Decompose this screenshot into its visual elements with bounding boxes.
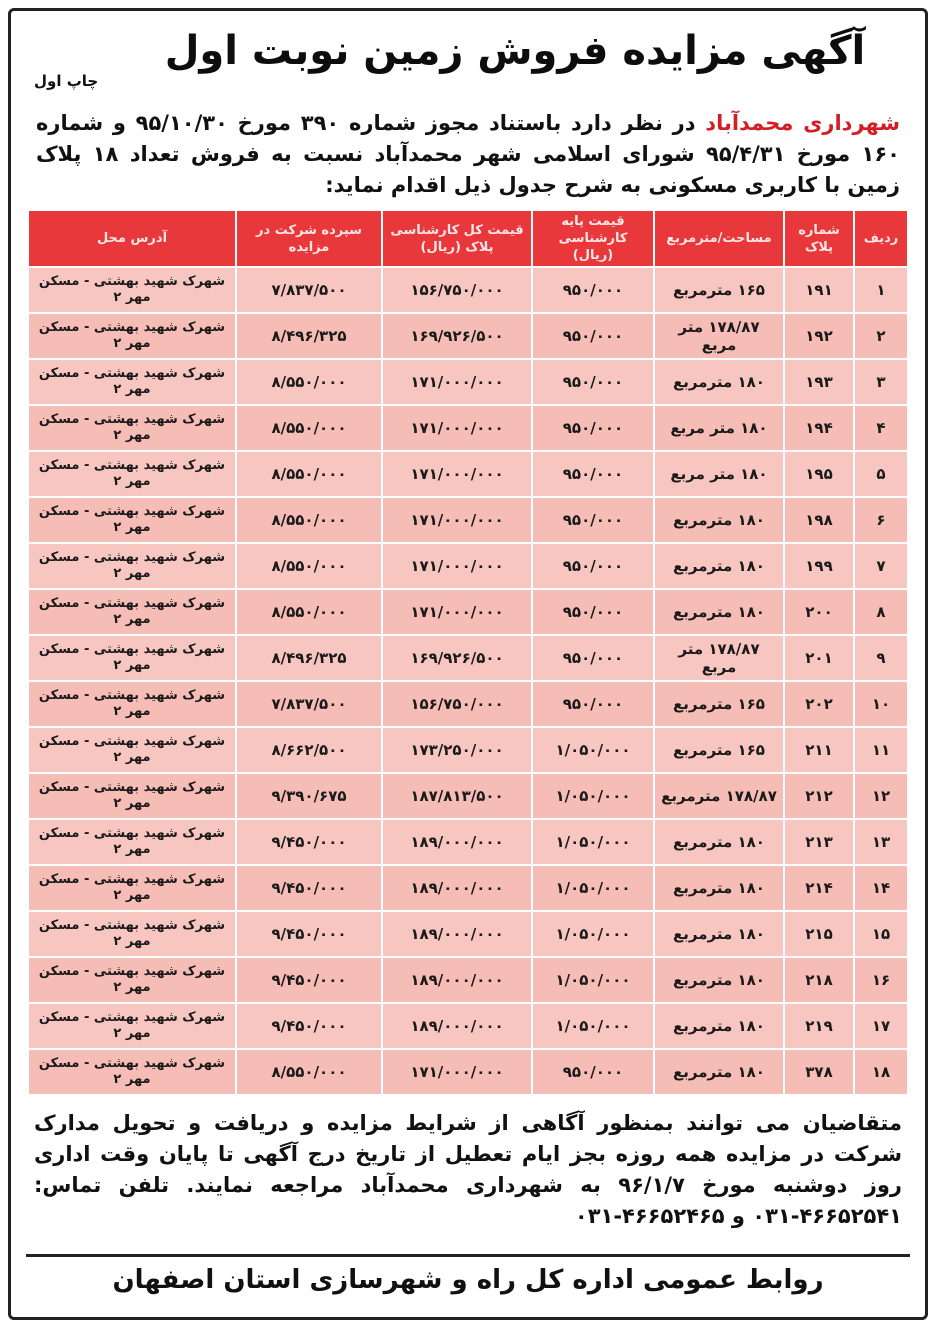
cell-base-price: ۱/۰۵۰/۰۰۰ <box>532 1003 654 1049</box>
cell-area: ۱۶۵ مترمربع <box>654 727 784 773</box>
header-address: آدرس محل <box>28 210 236 267</box>
cell-row-number: ۴ <box>854 405 908 451</box>
cell-base-price: ۹۵۰/۰۰۰ <box>532 267 654 313</box>
cell-address: شهرک شهید بهشتی - مسکن مهر ۲ <box>28 267 236 313</box>
cell-plate-number: ۲۱۳ <box>784 819 854 865</box>
cell-plate-number: ۱۹۸ <box>784 497 854 543</box>
cell-deposit: ۸/۴۹۶/۳۲۵ <box>236 635 382 681</box>
cell-base-price: ۹۵۰/۰۰۰ <box>532 497 654 543</box>
cell-total-price: ۱۷۱/۰۰۰/۰۰۰ <box>382 589 532 635</box>
cell-address: شهرک شهید بهشتی - مسکن مهر ۲ <box>28 1003 236 1049</box>
cell-address: شهرک شهید بهشتی - مسکن مهر ۲ <box>28 497 236 543</box>
phone-number-2: ۰۳۱-۴۶۶۵۲۴۶۵ <box>574 1204 725 1228</box>
cell-row-number: ۱۳ <box>854 819 908 865</box>
cell-deposit: ۹/۴۵۰/۰۰۰ <box>236 865 382 911</box>
cell-address: شهرک شهید بهشتی - مسکن مهر ۲ <box>28 773 236 819</box>
cell-base-price: ۹۵۰/۰۰۰ <box>532 589 654 635</box>
cell-total-price: ۱۸۹/۰۰۰/۰۰۰ <box>382 957 532 1003</box>
cell-plate-number: ۲۱۸ <box>784 957 854 1003</box>
cell-base-price: ۹۵۰/۰۰۰ <box>532 451 654 497</box>
cell-deposit: ۸/۵۵۰/۰۰۰ <box>236 543 382 589</box>
cell-address: شهرک شهید بهشتی - مسکن مهر ۲ <box>28 313 236 359</box>
cell-area: ۱۸۰ مترمربع <box>654 911 784 957</box>
cell-area: ۱۷۸/۸۷ متر مربع <box>654 313 784 359</box>
cell-deposit: ۸/۵۵۰/۰۰۰ <box>236 405 382 451</box>
header-area: مساحت/مترمربع <box>654 210 784 267</box>
cell-area: ۱۸۰ متر مربع <box>654 405 784 451</box>
cell-plate-number: ۱۹۴ <box>784 405 854 451</box>
cell-row-number: ۱۶ <box>854 957 908 1003</box>
cell-address: شهرک شهید بهشتی - مسکن مهر ۲ <box>28 911 236 957</box>
cell-row-number: ۱ <box>854 267 908 313</box>
cell-area: ۱۶۵ مترمربع <box>654 267 784 313</box>
cell-row-number: ۱۴ <box>854 865 908 911</box>
cell-area: ۱۷۸/۸۷ مترمربع <box>654 773 784 819</box>
municipality-name: شهرداری محمدآباد <box>705 111 901 135</box>
cell-plate-number: ۲۰۰ <box>784 589 854 635</box>
cell-area: ۱۸۰ مترمربع <box>654 1049 784 1095</box>
cell-address: شهرک شهید بهشتی - مسکن مهر ۲ <box>28 451 236 497</box>
cell-base-price: ۹۵۰/۰۰۰ <box>532 313 654 359</box>
cell-plate-number: ۱۹۲ <box>784 313 854 359</box>
cell-plate-number: ۲۱۲ <box>784 773 854 819</box>
page-border <box>8 8 928 1320</box>
cell-area: ۱۸۰ مترمربع <box>654 589 784 635</box>
cell-total-price: ۱۷۱/۰۰۰/۰۰۰ <box>382 405 532 451</box>
cell-total-price: ۱۷۱/۰۰۰/۰۰۰ <box>382 359 532 405</box>
cell-plate-number: ۲۱۵ <box>784 911 854 957</box>
cell-total-price: ۱۸۷/۸۱۳/۵۰۰ <box>382 773 532 819</box>
page-title: آگهی مزایده فروش زمین نوبت اول <box>164 28 866 74</box>
cell-base-price: ۱/۰۵۰/۰۰۰ <box>532 911 654 957</box>
cell-total-price: ۱۷۱/۰۰۰/۰۰۰ <box>382 543 532 589</box>
cell-plate-number: ۲۰۱ <box>784 635 854 681</box>
cell-area: ۱۸۰ مترمربع <box>654 957 784 1003</box>
cell-address: شهرک شهید بهشتی - مسکن مهر ۲ <box>28 359 236 405</box>
cell-area: ۱۷۸/۸۷ متر مربع <box>654 635 784 681</box>
cell-deposit: ۸/۵۵۰/۰۰۰ <box>236 589 382 635</box>
cell-area: ۱۸۰ مترمربع <box>654 543 784 589</box>
header-total-price: قیمت کل کارشناسی پلاک (ریال) <box>382 210 532 267</box>
cell-deposit: ۸/۵۵۰/۰۰۰ <box>236 451 382 497</box>
cell-area: ۱۸۰ مترمربع <box>654 359 784 405</box>
cell-deposit: ۷/۸۳۷/۵۰۰ <box>236 681 382 727</box>
cell-deposit: ۹/۴۵۰/۰۰۰ <box>236 911 382 957</box>
cell-area: ۱۸۰ متر مربع <box>654 451 784 497</box>
cell-total-price: ۱۷۱/۰۰۰/۰۰۰ <box>382 451 532 497</box>
cell-area: ۱۸۰ مترمربع <box>654 865 784 911</box>
header-row-number: ردیف <box>854 210 908 267</box>
cell-address: شهرک شهید بهشتی - مسکن مهر ۲ <box>28 1049 236 1095</box>
cell-total-price: ۱۶۹/۹۲۶/۵۰۰ <box>382 313 532 359</box>
header <box>18 14 918 92</box>
cell-base-price: ۱/۰۵۰/۰۰۰ <box>532 865 654 911</box>
header-plate-number: شماره پلاک <box>784 210 854 267</box>
cell-address: شهرک شهید بهشتی - مسکن مهر ۲ <box>28 727 236 773</box>
edition-label: چاپ اول <box>34 72 99 90</box>
cell-deposit: ۸/۵۵۰/۰۰۰ <box>236 497 382 543</box>
cell-total-price: ۱۸۹/۰۰۰/۰۰۰ <box>382 819 532 865</box>
cell-plate-number: ۲۱۴ <box>784 865 854 911</box>
cell-plate-number: ۱۹۹ <box>784 543 854 589</box>
cell-total-price: ۱۸۹/۰۰۰/۰۰۰ <box>382 911 532 957</box>
cell-row-number: ۱۲ <box>854 773 908 819</box>
cell-plate-number: ۳۷۸ <box>784 1049 854 1095</box>
cell-deposit: ۸/۴۹۶/۳۲۵ <box>236 313 382 359</box>
cell-total-price: ۱۵۶/۷۵۰/۰۰۰ <box>382 681 532 727</box>
cell-address: شهرک شهید بهشتی - مسکن مهر ۲ <box>28 819 236 865</box>
cell-base-price: ۱/۰۵۰/۰۰۰ <box>532 819 654 865</box>
cell-address: شهرک شهید بهشتی - مسکن مهر ۲ <box>28 681 236 727</box>
cell-deposit: ۹/۴۵۰/۰۰۰ <box>236 819 382 865</box>
cell-row-number: ۸ <box>854 589 908 635</box>
cell-area: ۱۶۵ مترمربع <box>654 681 784 727</box>
cell-row-number: ۱۸ <box>854 1049 908 1095</box>
cell-row-number: ۱۵ <box>854 911 908 957</box>
intro-text: در نظر دارد باستناد مجوز شماره ۳۹۰ مورخ ۹۵/۱۰/۳۰ و شماره ۱۶۰ مورخ ۹۵/۴/۳۱ شورای اسلامی شهر محمدآباد نسبت به فروش تعداد ۱۸ پلاک زمین با کاربری مسکونی به شرح جدول ذیل اقدام نماید: <box>36 111 900 197</box>
cell-base-price: ۹۵۰/۰۰۰ <box>532 635 654 681</box>
cell-total-price: ۱۷۱/۰۰۰/۰۰۰ <box>382 1049 532 1095</box>
cell-row-number: ۷ <box>854 543 908 589</box>
cell-plate-number: ۲۱۱ <box>784 727 854 773</box>
cell-row-number: ۱۱ <box>854 727 908 773</box>
cell-row-number: ۶ <box>854 497 908 543</box>
cell-area: ۱۸۰ مترمربع <box>654 1003 784 1049</box>
cell-address: شهرک شهید بهشتی - مسکن مهر ۲ <box>28 543 236 589</box>
cell-address: شهرک شهید بهشتی - مسکن مهر ۲ <box>28 405 236 451</box>
cell-base-price: ۹۵۰/۰۰۰ <box>532 1049 654 1095</box>
cell-address: شهرک شهید بهشتی - مسکن مهر ۲ <box>28 635 236 681</box>
cell-plate-number: ۲۰۲ <box>784 681 854 727</box>
cell-deposit: ۹/۴۵۰/۰۰۰ <box>236 1003 382 1049</box>
cell-row-number: ۱۷ <box>854 1003 908 1049</box>
cell-address: شهرک شهید بهشتی - مسکن مهر ۲ <box>28 865 236 911</box>
footer-signature: روابط عمومی اداره کل راه و شهرسازی استان اصفهان <box>112 1265 824 1295</box>
cell-base-price: ۹۵۰/۰۰۰ <box>532 543 654 589</box>
cell-base-price: ۹۵۰/۰۰۰ <box>532 359 654 405</box>
cell-row-number: ۹ <box>854 635 908 681</box>
cell-deposit: ۸/۵۵۰/۰۰۰ <box>236 359 382 405</box>
cell-row-number: ۳ <box>854 359 908 405</box>
phone-number-1: ۰۳۱-۴۶۶۵۲۵۴۱ <box>752 1204 902 1228</box>
cell-deposit: ۹/۴۵۰/۰۰۰ <box>236 957 382 1003</box>
cell-base-price: ۱/۰۵۰/۰۰۰ <box>532 957 654 1003</box>
cell-area: ۱۸۰ مترمربع <box>654 497 784 543</box>
cell-base-price: ۱/۰۵۰/۰۰۰ <box>532 773 654 819</box>
header-base-price: قیمت پایه کارشناسی (ریال) <box>532 210 654 267</box>
cell-total-price: ۱۷۱/۰۰۰/۰۰۰ <box>382 497 532 543</box>
cell-base-price: ۹۵۰/۰۰۰ <box>532 681 654 727</box>
cell-total-price: ۱۶۹/۹۲۶/۵۰۰ <box>382 635 532 681</box>
cell-area: ۱۸۰ مترمربع <box>654 819 784 865</box>
cell-total-price: ۱۸۹/۰۰۰/۰۰۰ <box>382 1003 532 1049</box>
cell-total-price: ۱۷۳/۲۵۰/۰۰۰ <box>382 727 532 773</box>
cell-base-price: ۹۵۰/۰۰۰ <box>532 405 654 451</box>
cell-deposit: ۸/۶۶۲/۵۰۰ <box>236 727 382 773</box>
cell-deposit: ۹/۳۹۰/۶۷۵ <box>236 773 382 819</box>
cell-deposit: ۷/۸۳۷/۵۰۰ <box>236 267 382 313</box>
cell-plate-number: ۱۹۵ <box>784 451 854 497</box>
cell-address: شهرک شهید بهشتی - مسکن مهر ۲ <box>28 589 236 635</box>
cell-total-price: ۱۸۹/۰۰۰/۰۰۰ <box>382 865 532 911</box>
cell-base-price: ۱/۰۵۰/۰۰۰ <box>532 727 654 773</box>
cell-row-number: ۵ <box>854 451 908 497</box>
cell-address: شهرک شهید بهشتی - مسکن مهر ۲ <box>28 957 236 1003</box>
phone-joiner: و <box>731 1204 745 1228</box>
cell-plate-number: ۲۱۹ <box>784 1003 854 1049</box>
header-deposit: سپرده شرکت در مزایده <box>236 210 382 267</box>
cell-total-price: ۱۵۶/۷۵۰/۰۰۰ <box>382 267 532 313</box>
cell-plate-number: ۱۹۱ <box>784 267 854 313</box>
cell-row-number: ۱۰ <box>854 681 908 727</box>
cell-row-number: ۲ <box>854 313 908 359</box>
cell-deposit: ۸/۵۵۰/۰۰۰ <box>236 1049 382 1095</box>
cell-plate-number: ۱۹۳ <box>784 359 854 405</box>
closing-text: متقاضیان می توانند بمنظور آگاهی از شرایط مزایده و دریافت و تحویل مدارک شرکت در مزایده همه روزه بجز ایام تعطیل از تاریخ درج آگهی تا پایان وقت اداری روز دوشنبه مورخ ۹۶/۱/۷ به شهرداری محمدآباد مراجعه نمایند. تلفن تماس: <box>34 1111 903 1197</box>
